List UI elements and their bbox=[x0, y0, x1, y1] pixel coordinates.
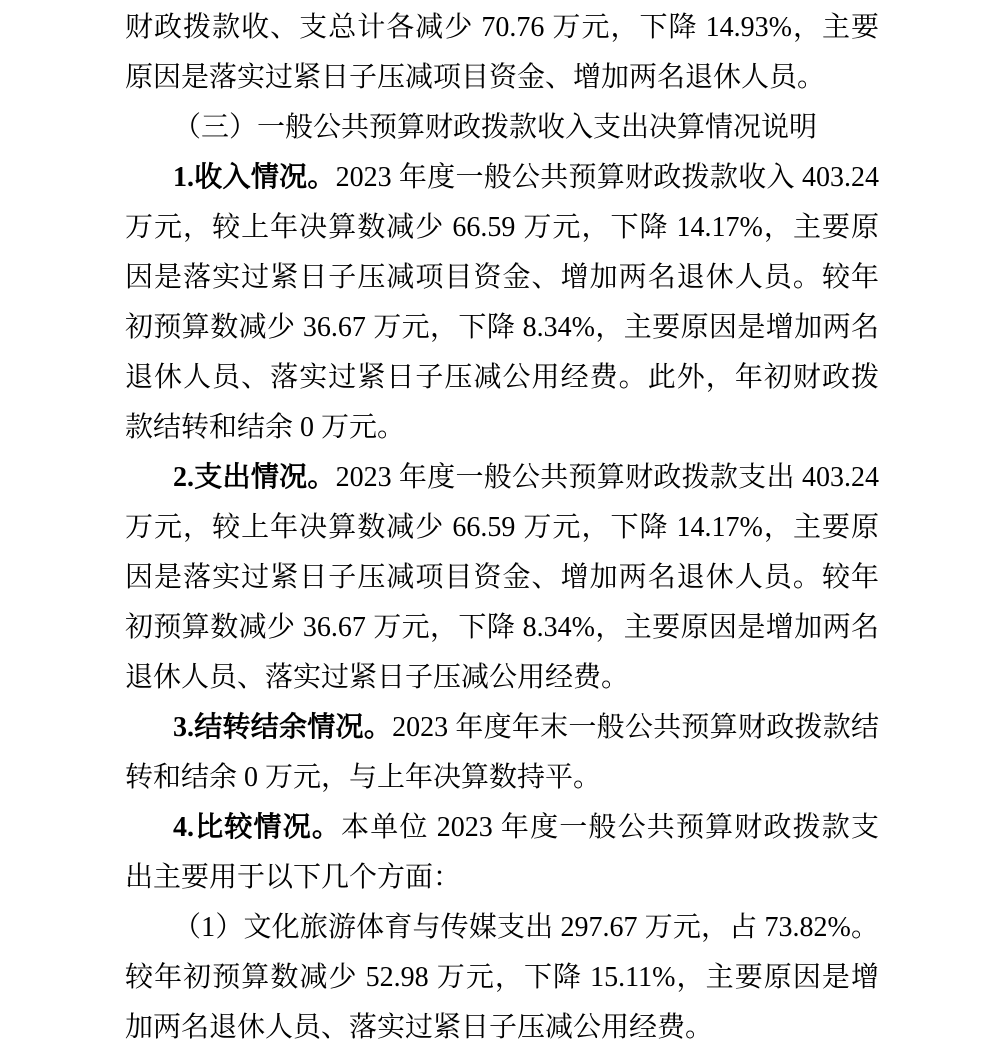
paragraph-carryover-text: 财政拨款收、支总计各减少 70.76 万元，下降 14.93%，主要原因是落实过紧日子压减项目资金、增加两名退休人员。 bbox=[125, 12, 879, 93]
paragraph-comparison-lead: 4.比较情况。 bbox=[173, 812, 342, 843]
paragraph-comparison bbox=[125, 803, 879, 903]
paragraph-culture-tourism-expense bbox=[125, 903, 879, 1053]
section-heading-text: （三）一般公共预算财政拨款收入支出决算情况说明 bbox=[173, 112, 818, 143]
paragraph-income bbox=[125, 153, 879, 453]
paragraph-income-lead: 1.收入情况。 bbox=[173, 162, 336, 193]
paragraph-carryforward-balance-text: 2023 年度年末一般公共预算财政拨款结转和结余 0 万元，与上年决算数持平。 bbox=[125, 712, 879, 793]
paragraph-expenditure bbox=[125, 453, 879, 703]
paragraph-carryover bbox=[125, 3, 879, 103]
paragraph-comparison-text: 本单位 2023 年度一般公共预算财政拨款支出主要用于以下几个方面： bbox=[125, 812, 879, 893]
paragraph-income-text: 2023 年度一般公共预算财政拨款收入 403.24 万元，较上年决算数减少 66.59 万元，下降 14.17%，主要原因是落实过紧日子压减项目资金、增加两名退休人员。较年初预算数减少 36.67 万元，下降 8.34%，主要原因是增加两名退休人员、落实过紧日子压减公用经费。此外，年初财政拨款结转和结余 0 万元。 bbox=[125, 162, 879, 443]
paragraph-carryforward-balance-lead: 3.结转结余情况。 bbox=[173, 712, 393, 743]
section-heading bbox=[125, 103, 879, 153]
paragraph-expenditure-text: 2023 年度一般公共预算财政拨款支出 403.24 万元，较上年决算数减少 66.59 万元，下降 14.17%，主要原因是落实过紧日子压减项目资金、增加两名退休人员。较年初预算数减少 36.67 万元，下降 8.34%，主要原因是增加两名退休人员、落实过紧日子压减公用经费。 bbox=[125, 462, 879, 693]
paragraph-carryforward-balance bbox=[125, 703, 879, 803]
paragraph-expenditure-lead: 2.支出情况。 bbox=[173, 462, 336, 493]
paragraph-culture-tourism-expense-text: （1）文化旅游体育与传媒支出 297.67 万元，占 73.82%。较年初预算数减少 52.98 万元，下降 15.11%，主要原因是增加两名退休人员、落实过紧日子压减公用经费。 bbox=[125, 912, 879, 1043]
document-content bbox=[125, 3, 879, 1053]
